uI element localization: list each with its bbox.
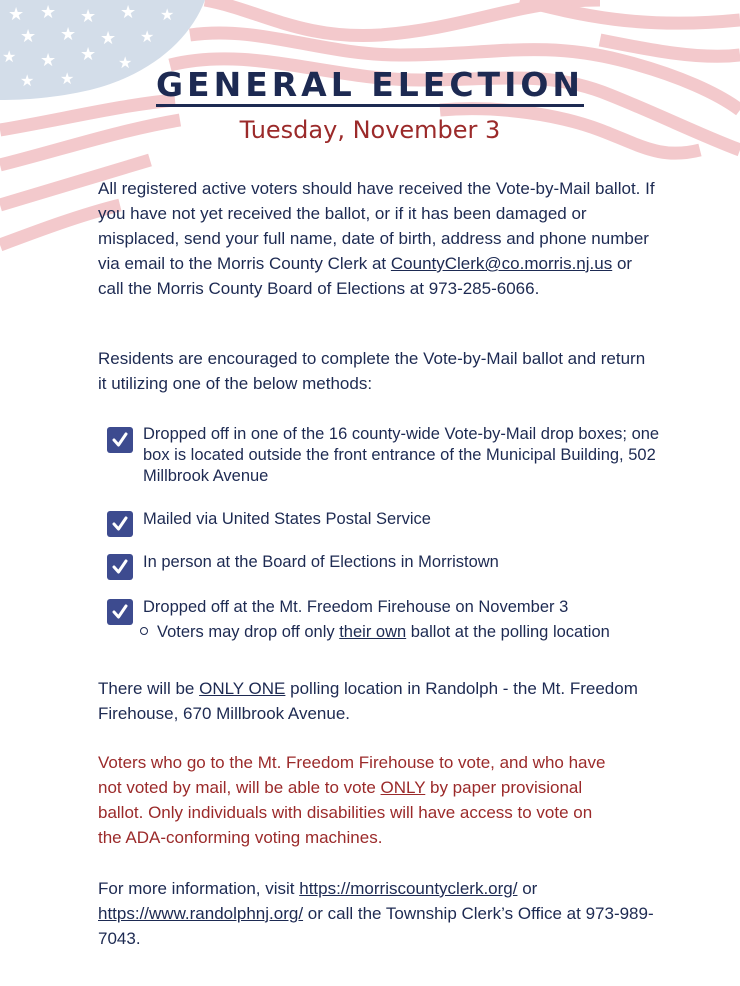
warning-after: by paper provisional ballot. Only individuals with disabilities will have access to vote on the ADA-conforming voting machines. (98, 778, 593, 847)
polling-underlined: ONLY ONE (199, 679, 286, 698)
svg-text:★: ★ (100, 28, 117, 48)
checkbox-checked-icon (107, 554, 133, 580)
polling-before: There will be (98, 679, 200, 698)
intro-text-after: or call the Morris County Board of Elections at 973-285-6066. (98, 254, 633, 298)
sub-note (140, 622, 610, 643)
svg-text:★: ★ (2, 49, 17, 66)
checkbox-checked-icon (107, 599, 133, 625)
more-info-paragraph (98, 876, 658, 951)
method-label: Mailed via United States Postal Service (143, 510, 431, 528)
sub-note-before: Voters may drop off only (157, 623, 340, 641)
sub-note-underlined: their own (339, 623, 407, 641)
svg-text:★: ★ (60, 71, 75, 88)
polling-paragraph (98, 676, 658, 726)
svg-text:★: ★ (40, 50, 57, 70)
svg-text:★: ★ (80, 44, 97, 64)
warning-paragraph (98, 750, 618, 850)
more-info-after: or call the Township Clerk’s Office at 973-989-7043. (98, 904, 654, 948)
hollow-bullet-icon (140, 627, 148, 635)
more-info-before: For more information, visit (98, 879, 300, 898)
methods-intro: Residents are encouraged to complete the Vote-by-Mail ballot and return it utilizing one of the below methods: (98, 349, 646, 393)
svg-text:★: ★ (140, 29, 155, 46)
svg-text:★: ★ (40, 2, 57, 22)
warning-before: Voters who go to the Mt. Freedom Firehouse to vote, and who have not voted by mail, will be able to vote (98, 753, 606, 797)
email-link[interactable]: CountyClerk@co.morris.nj.us (390, 254, 613, 273)
svg-text:★: ★ (20, 26, 37, 46)
page-title (0, 66, 740, 107)
intro-paragraph (98, 176, 658, 301)
polling-after: polling location in Randolph - the Mt. Freedom Firehouse, 670 Millbrook Avenue. (98, 679, 638, 723)
randolph-link[interactable]: https://www.randolphnj.org/ (98, 904, 304, 923)
more-info-middle: or (517, 879, 538, 898)
checkbox-checked-icon (107, 511, 133, 537)
title-text: GENERAL ELECTION (156, 66, 584, 107)
method-label: Dropped off at the Mt. Freedom Firehouse on November 3 (143, 598, 569, 616)
svg-text:★: ★ (60, 24, 77, 44)
method-label: In person at the Board of Elections in Morristown (143, 553, 499, 571)
method-label: Dropped off in one of the 16 county-wide Vote-by-Mail drop boxes; one box is located outside the front entrance of the Municipal Building, 502 Millbrook Avenue (143, 425, 660, 485)
svg-text:★: ★ (80, 6, 97, 26)
svg-text:★: ★ (120, 2, 137, 22)
sub-note-after: ballot at the polling location (406, 623, 610, 641)
warning-underlined: ONLY (380, 778, 426, 797)
svg-text:★: ★ (8, 4, 25, 24)
election-date: Tuesday, November 3 (239, 116, 501, 144)
svg-text:★: ★ (118, 55, 133, 72)
svg-text:★: ★ (160, 7, 175, 24)
svg-text:★: ★ (20, 73, 35, 90)
intro-text-before: All registered active voters should have received the Vote-by-Mail ballot. If you have not yet received the ballot, or if it has been damaged or misplaced, send your full name, date of birth, address and phone number via email to the Morris County Clerk at (98, 179, 655, 273)
checkbox-checked-icon (107, 427, 133, 453)
morris-county-clerk-link[interactable]: https://morriscountyclerk.org/ (299, 879, 518, 898)
